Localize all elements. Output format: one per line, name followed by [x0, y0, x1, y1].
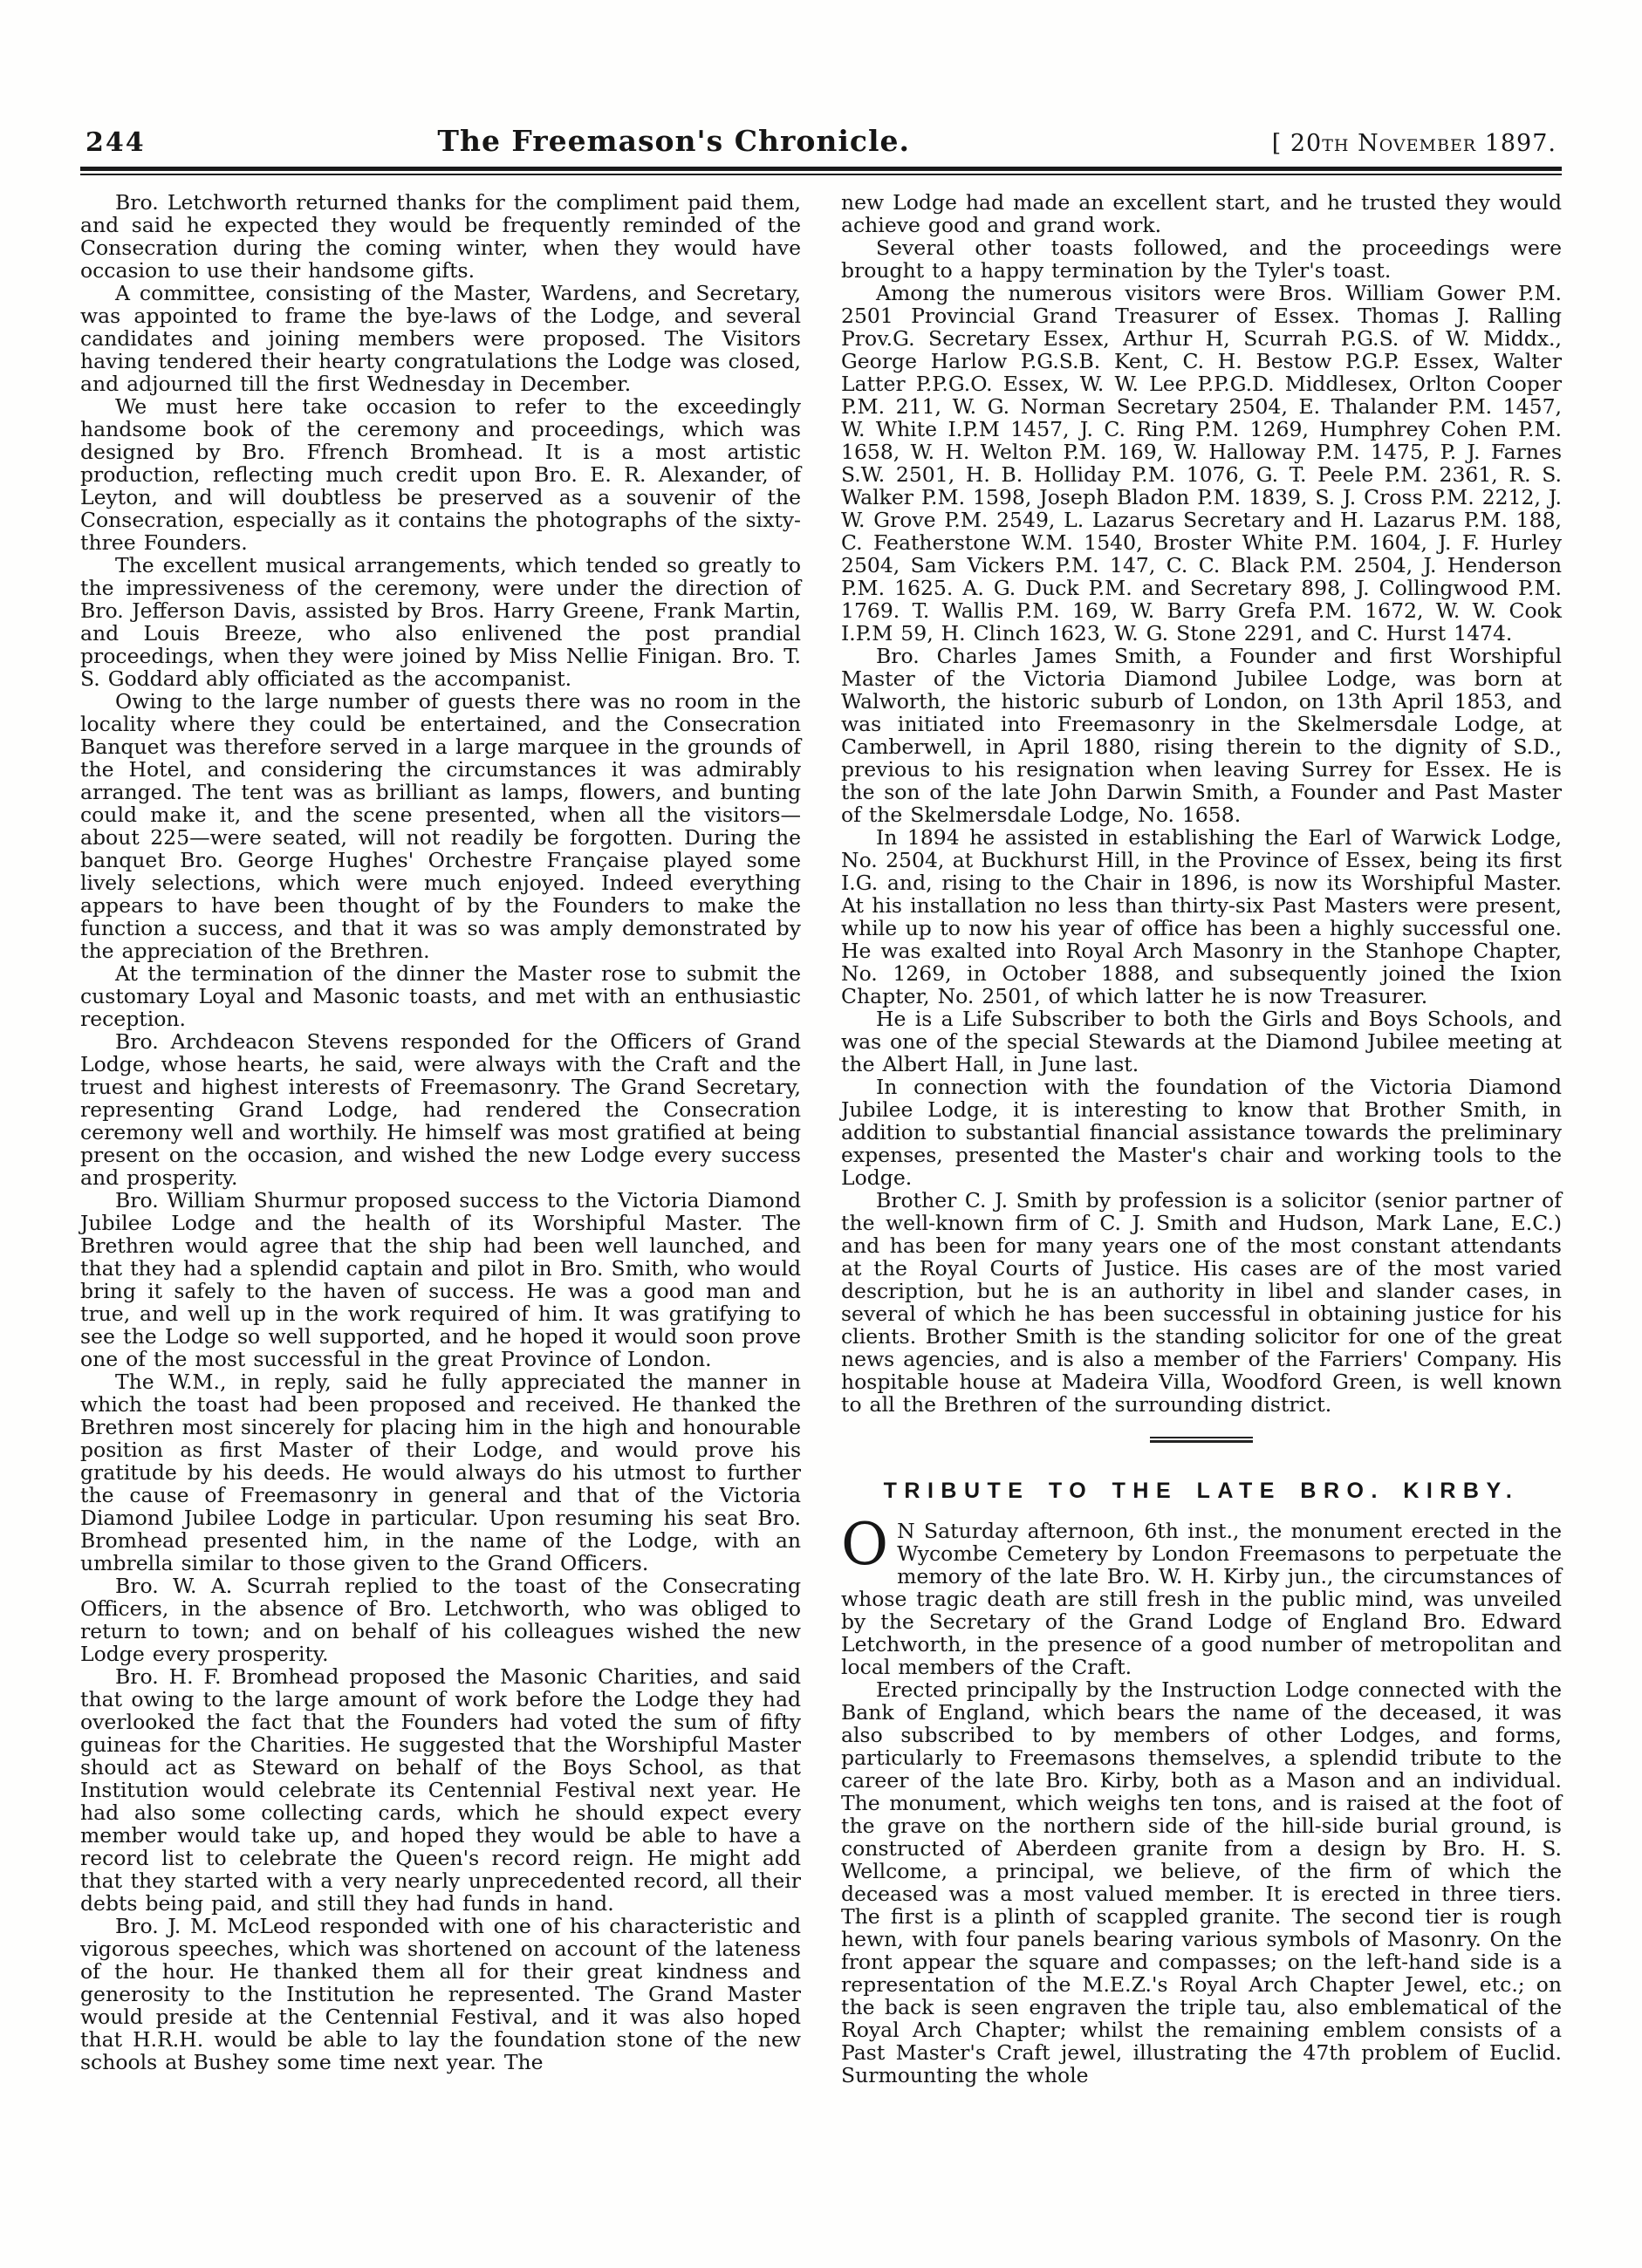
paragraph: We must here take occasion to refer to the exceedingly handsome book of the ceremony and proceedings, which was designed by Bro. Ffrench Bromhead. It is a most artistic production, reflecting much credit upon Bro. E. R. Alexander, of Leyton, and will doubtless be preserved as a souvenir of the Consecration, especially as it contains the photographs of the sixty-three Founders. — [80, 394, 801, 555]
paragraph: Several other toasts followed, and the proceedings were brought to a happy termination by the Tyler's toast. — [841, 236, 1562, 283]
paragraph: He is a Life Subscriber to both the Girls and Boys Schools, and was one of the special Stewards at the Diamond Jubilee meeting at the Albert Hall, in June last. — [841, 1007, 1562, 1076]
article-heading: TRIBUTE TO THE LATE BRO. KIRBY. — [883, 1479, 1520, 1503]
masthead — [80, 124, 1562, 158]
article-columns — [80, 191, 1562, 2087]
paragraph: In 1894 he assisted in establishing the Earl of Warwick Lodge, No. 2504, at Buckhurst Hill, in the Province of Essex, being its first I.G. and, rising to the Chair in 1896, is now its Worshipful Master. At his installation no less than thirty-six Past Masters were present, while up to now his year of office has been a highly successful one. He was exalted into Royal Arch Masonry in the Stanhope Chapter, No. 1269, in October 1888, and subsequently joined the Ixion Chapter, No. 2501, of which latter he is now Treasurer. — [841, 825, 1562, 1008]
paragraph: Bro. W. A. Scurrah replied to the toast of the Consecrating Officers, in the absence of Bro. Letchworth, who was obliged to return to town; and on behalf of his colleagues wished the new Lodge every prosperity. — [80, 1574, 801, 1666]
paragraph: Bro. William Shurmur proposed success to the Victoria Diamond Jubilee Lodge and the health of its Worshipful Master. The Brethren would agree that the ship had been well launched, and that they had a splendid captain and pilot in Bro. Smith, who would bring it safely to the haven of success. He was a good man and true, and well up in the work required of him. It was gratifying to see the Lodge so well supported, and he hoped it would soon prove one of the most successful in the great Province of London. — [80, 1188, 801, 1371]
page-number: 244 — [86, 127, 146, 158]
paragraph: A committee, consisting of the Master, Wardens, and Secretary, was appointed to frame the bye-laws of the Lodge, and several candidates and joining members were proposed. The Visitors having tendered their hearty congratulations the Lodge was closed, and adjourned till the first Wednesday in December. — [80, 281, 801, 396]
paragraph: Bro. Letchworth returned thanks for the compliment paid them, and said he expected they would be frequently reminded of the Consecration during the coming winter, when they would have occasion to use their handsome gifts. — [80, 190, 801, 283]
paragraph: Bro. H. F. Bromhead proposed the Masonic Charities, and said that owing to the large amount of work before the Lodge they had overlooked the fact that the Founders had voted the sum of fifty guineas for the Charities. He suggested that the Worshipful Master should act as Steward on behalf of the Boys School, as that Institution would celebrate its Centennial Festival next year. He had also some collecting cards, which he should expect every member would take up, and hoped they would be able to have a record list to celebrate the Queen's record reign. He might add that they started with a very nearly unprecedented record, all their debts being paid, and still they had funds in hand. — [80, 1664, 801, 1916]
paragraph: Owing to the large number of guests there was no room in the locality where they could be entertained, and the Consecration Banquet was therefore served in a large marquee in the grounds of the Hotel, and considering the circumstances it was admirably arranged. The tent was as brilliant as lamps, flowers, and bunting could make it, and the scene presented, when all the visitors—about 225—were seated, will not readily be forgotten. During the banquet Bro. George Hughes' Orchestre Française played some lively selections, which were much enjoyed. Indeed everything appears to have been thought of by the Founders to make the function a success, and that it was so was amply demonstrated by the appreciation of the Brethren. — [80, 689, 801, 963]
dropcap-letter: O — [841, 1511, 889, 1578]
issue-date: [ 20th November 1897. — [1271, 130, 1556, 157]
section-divider — [1150, 1437, 1253, 1443]
paragraph: Erected principally by the Instruction Lodge connected with the Bank of England, which bears the name of the deceased, it was also subscribed to by members of other Lodges, and forms, particularly to Freemasons themselves, a splendid tribute to the career of the late Bro. Kirby, both as a Mason and an individual. The monument, which weighs ten tons, and is raised at the foot of the grave on the northern side of the hill-side burial ground, is constructed of Aberdeen granite from a design by Bro. H. S. Wellcome, a principal, we believe, of the firm of which the deceased was a most valued member. It is erected in three tiers. The first is a plinth of scappled granite. The second tier is rough hewn, with four panels bearing various symbols of Masonry. On the front appear the square and compasses; on the left-hand side is a representation of the M.E.Z.'s Royal Arch Chapter Jewel, etc.; on the back is seen engraven the triple tau, also emblematical of the Royal Arch Chapter; whilst the remaining emblem consists of a Past Master's Craft jewel, illustrating the 47th problem of Euclid. Surmounting the whole — [841, 1677, 1562, 2087]
journal-title: The Freemason's Chronicle. — [437, 124, 910, 158]
paragraph: new Lodge had made an excellent start, and he trusted they would achieve good and grand work. — [841, 190, 1562, 237]
paragraph: Brother C. J. Smith by profession is a solicitor (senior partner of the well-known firm of C. J. Smith and Hudson, Mark Lane, E.C.) and has been for many years one of the most constant attendants at the Royal Courts of Justice. His cases are of the most varied description, but he is an authority in libel and slander cases, in several of which he has been successful in obtaining justice for his clients. Brother Smith is the standing solicitor for one of the great news agencies, and is also a member of the Farriers' Company. His hospitable house at Madeira Villa, Woodford Green, is well known to all the Brethren of the surrounding district. — [841, 1188, 1562, 1417]
right-column — [841, 191, 1562, 2087]
paragraph: The W.M., in reply, said he fully appreciated the manner in which the toast had been proposed and received. He thanked the Brethren most sincerely for placing him in the high and honourable position as first Master of their Lodge, and would prove his gratitude by his deeds. He would always do his utmost to further the cause of Freemasonry in general and that of the Victoria Diamond Jubilee Lodge in particular. Upon resuming his seat Bro. Bromhead presented him, in the name of the Lodge, with an umbrella similar to those given to the Grand Officers. — [80, 1370, 801, 1575]
paragraph: Bro. Archdeacon Stevens responded for the Officers of Grand Lodge, whose hearts, he said, were always with the Craft and the truest and highest interests of Freemasonry. The Grand Secretary, representing Grand Lodge, had rendered the Consecration ceremony well and worthily. He himself was most gratified at being present on the occasion, and wished the new Lodge every success and prosperity. — [80, 1029, 801, 1190]
paragraph: In connection with the foundation of the Victoria Diamond Jubilee Lodge, it is interesting to know that Brother Smith, in addition to substantial financial assistance towards the preliminary expenses, presented the Master's chair and working tools to the Lodge. — [841, 1075, 1562, 1190]
paragraph: Among the numerous visitors were Bros. William Gower P.M. 2501 Provincial Grand Treasurer of Essex. Thomas J. Ralling Prov.G. Secretary Essex, Arthur H, Scurrah P.G.S. of W. Middx., George Harlow P.G.S.B. Kent, C. H. Bestow P.G.P. Essex, Walter Latter P.P.G.O. Essex, W. W. Lee P.P.G.D. Middlesex, Orlton Cooper P.M. 211, W. G. Norman Secretary 2504, E. Thalander P.M. 1457, W. White I.P.M 1457, J. C. Ring P.M. 1269, Humphrey Cohen P.M. 1658, W. H. Welton P.M. 169, W. Halloway P.M. 1475, P. J. Farnes S.W. 2501, H. B. Holliday P.M. 1076, G. T. Peele P.M. 2361, R. S. Walker P.M. 1598, Joseph Bladon P.M. 1839, S. J. Cross P.M. 2212, J. W. Grove P.M. 2549, L. Lazarus Secretary and H. Lazarus P.M. 188, C. Featherstone W.M. 1540, Broster White P.M. 1604, J. F. Hurley 2504, Sam Vickers P.M. 147, C. C. Black P.M. 2504, J. Henderson P.M. 1625. A. G. Duck P.M. and Secretary 898, J. Collingwood P.M. 1769. T. Wallis P.M. 169, W. Barry Grefa P.M. 1672, W. W. Cook I.P.M 59, H. Clinch 1623, W. G. Stone 2291, and C. Hurst 1474. — [841, 281, 1562, 646]
paragraph: Bro. J. M. McLeod responded with one of his characteristic and vigorous speeches, which was shortened on account of the lateness of the hour. He thanked them all for their great kindness and generosity to the Institution he represented. The Grand Master would preside at the Centennial Festival, and it was also hoped that H.R.H. would be able to lay the foundation stone of the new schools at Bushey some time next year. The — [80, 1914, 801, 2074]
left-column — [80, 191, 801, 2087]
paragraph: The excellent musical arrangements, which tended so greatly to the impressiveness of the ceremony, were under the direction of Bro. Jefferson Davis, assisted by Bros. Harry Greene, Frank Martin, and Louis Breeze, who also enlivened the post prandial proceedings, when they were joined by Miss Nellie Finigan. Bro. T. S. Goddard ably officiated as the accompanist. — [80, 553, 801, 691]
paragraph-text: N Saturday afternoon, 6th inst., the monument erected in the Wycombe Cemetery by London Freemasons to perpetuate the memory of the late Bro. W. H. Kirby jun., the circumstances of whose tragic death are still fresh in the public mind, was unveiled by the Secretary of the Grand Lodge of England Bro. Edward Letchworth, in the presence of a good number of metropolitan and local members of the Craft. — [841, 1519, 1562, 1679]
paragraph-with-dropcap — [841, 1511, 1562, 1679]
paragraph: Bro. Charles James Smith, a Founder and first Worshipful Master of the Victoria Diamond Jubilee Lodge, was born at Walworth, the historic suburb of London, on 13th April 1853, and was initiated into Freemasonry in the Skelmersdale Lodge, at Camberwell, in April 1880, rising therein to the dignity of S.D., previous to his resignation when leaving Surrey for Essex. He is the son of the late John Darwin Smith, a Founder and Past Master of the Skelmersdale Lodge, No. 1658. — [841, 644, 1562, 827]
masthead-rule — [80, 167, 1562, 175]
paragraph: At the termination of the dinner the Master rose to submit the customary Loyal and Masonic toasts, and met with an enthusiastic reception. — [80, 961, 801, 1031]
